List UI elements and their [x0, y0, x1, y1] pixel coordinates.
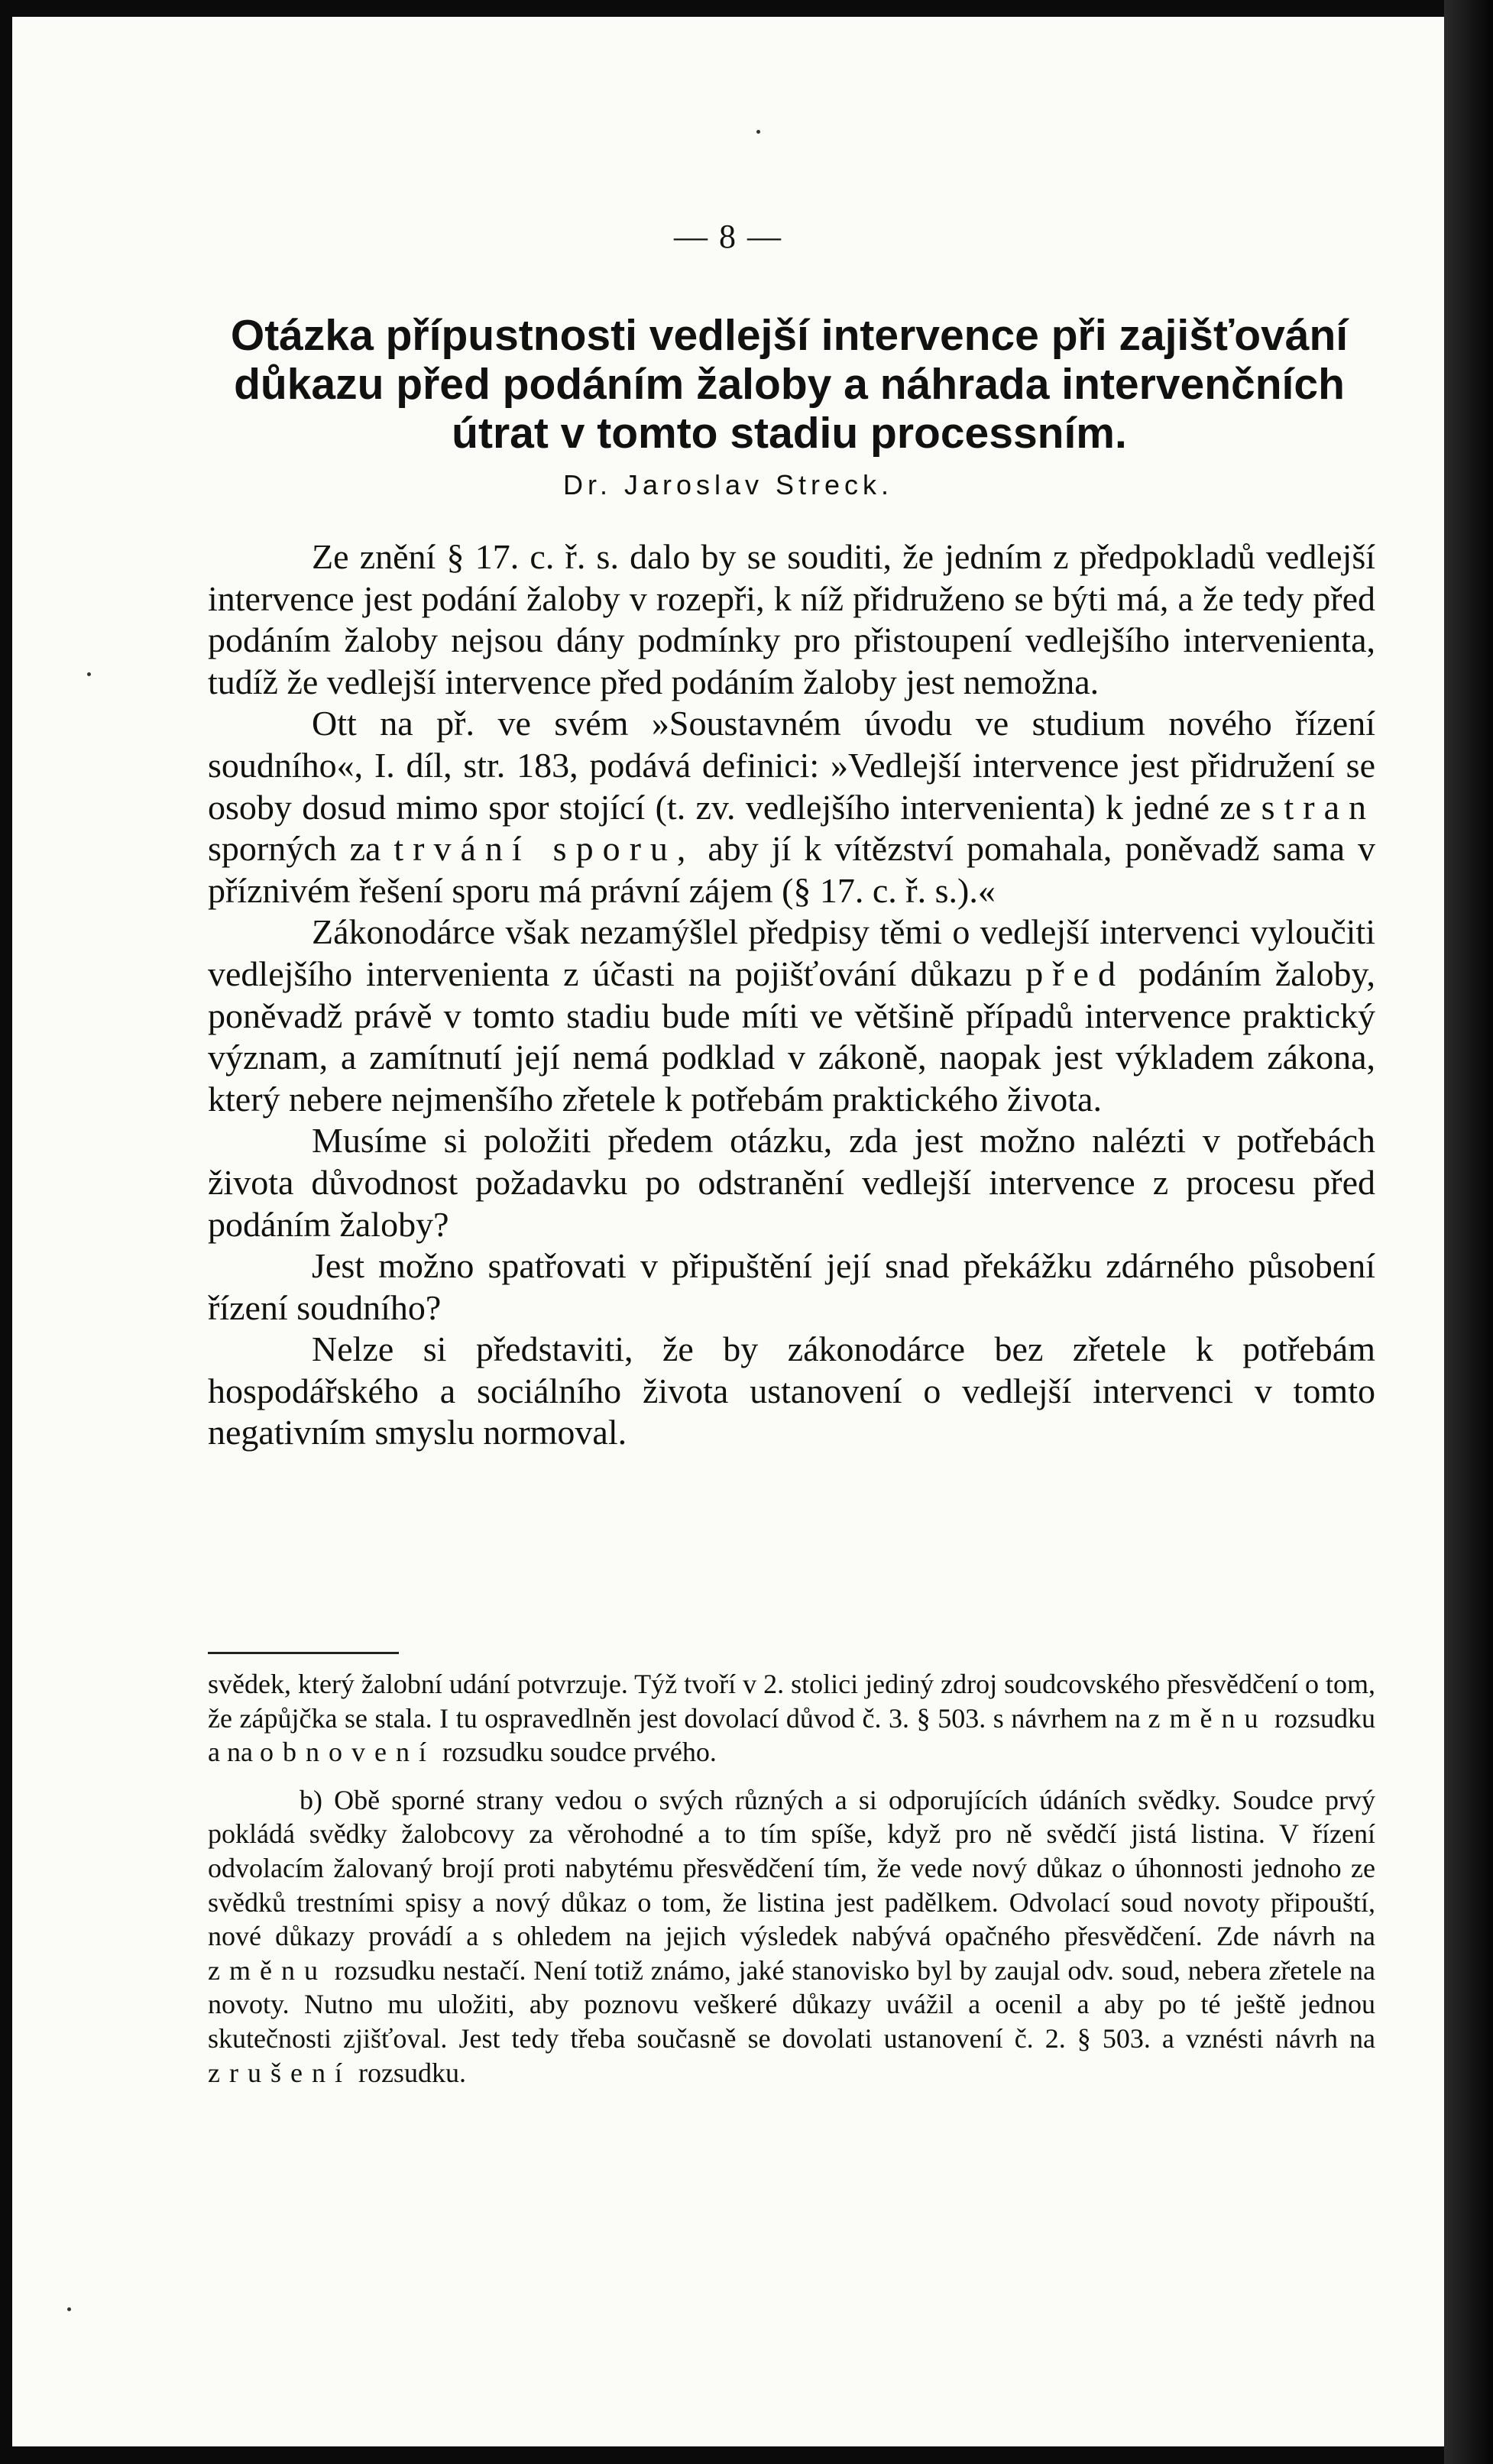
paragraph: Zákonodárce však nezamýšlel předpisy těmi o vedlejší intervenci vyloučiti vedlejšího intervenienta z účasti na pojišťování důkazu před podáním žaloby, poněvadž právě v tomto stadiu bude míti ve většině případů intervence praktický význam, a zamítnutí její nemá podklad v zákoně, naopak jest výkladem zákona, který nebere nejmenšího zřetele k potřebám praktického života.: [208, 912, 1376, 1119]
footnotes: [208, 1667, 1375, 2090]
paragraph: Ott na př. ve svém »Soustavném úvodu ve studium nového řízení soudního«, I. díl, str. 183, podává definici: »Vedlejší intervence jest přidružení se osoby dosud mimo spor stojící (t. zv. vedlejšího intervenienta) k jedné ze stran sporných za trvání sporu, aby jí k vítězství pomahala, poněvadž sama v příznivém řešení sporu má právní zájem (§ 17. c. ř. s.).«: [208, 704, 1376, 910]
print-speck: [87, 672, 91, 676]
print-speck: [67, 2307, 71, 2311]
footnote-divider: [208, 1652, 399, 1654]
article-title: Otázka přípustnosti vedlejší intervence při zajišťování důkazu před podáním žaloby a náhrada intervenčních útrat v tomto stadiu processním.: [230, 311, 1349, 458]
paragraph: Nelze si představiti, že by zákonodárce bez zřetele k potřebám hospodářského a sociálního života ustanovení o vedlejší intervenci v tomto negativním smyslu normoval.: [208, 1329, 1375, 1452]
paragraph: Jest možno spatřovati v připuštění její snad překážku zdárného působení řízení soudního?: [208, 1246, 1375, 1327]
article-body: [208, 536, 1375, 1454]
document-page: [12, 17, 1444, 2446]
paragraph: Musíme si položiti předem otázku, zda jest možno nalézti v potřebách života důvodnost požadavku po odstranění vedlejší intervence z procesu před podáním žaloby?: [208, 1121, 1375, 1244]
paragraph: Ze znění § 17. c. ř. s. dalo by se souditi, že jedním z předpokladů vedlejší intervence jest podání žaloby v rozepři, k níž přidruženo se býti má, a že tedy před podáním žaloby nejsou dány podmínky pro přistoupení vedlejšího intervenienta, tudíž že vedlejší intervence před podáním žaloby jest nemožna.: [208, 537, 1375, 701]
scan-edge-shadow: [1444, 0, 1493, 2464]
footnote: b) Obě sporné strany vedou o svých různých a si odporujících údáních svědky. Soudce prvý pokládá svědky žalobcovy za věrohodné a to tím spíše, když pro ně svědčí jistá listina. V řízení odvolacím žalovaný brojí proti nabytému přesvědčení tím, že vede nový důkaz o úhonnosti jednoho ze svědků trestními spisy a nový důkaz o tom, že listina jest padělkem. Odvolací soud novoty připouští, nové důkazy provádí a s ohledem na jejich výsledek nabývá opačného přesvědčení. Zde návrh na změnu rozsudku nestačí. Není totiž známo, jaké stanovisko byl by zaujal odv. soud, nebera zřetele na novoty. Nutno mu uložiti, aby poznovu veškeré důkazy uvážil a ocenil a aby po té ještě jednou skutečnosti zjišťoval. Jest tedy třeba současně se dovolati ustanovení č. 2. § 503. a vznésti návrh na zrušení rozsudku.: [208, 1784, 1376, 2088]
footnote: svědek, který žalobní udání potvrzuje. Týž tvoří v 2. stolici jediný zdroj soudcovského přesvědčení o tom, že zápůjčka se stala. I tu ospravedlněn jest dovolací důvod č. 3. § 503. s návrhem na změnu rozsudku a na obnovení rozsudku soudce prvého.: [208, 1669, 1376, 1768]
author: Dr. Jaroslav Streck.: [562, 469, 894, 500]
print-speck: [756, 130, 760, 134]
page-number: — 8 —: [674, 218, 782, 255]
